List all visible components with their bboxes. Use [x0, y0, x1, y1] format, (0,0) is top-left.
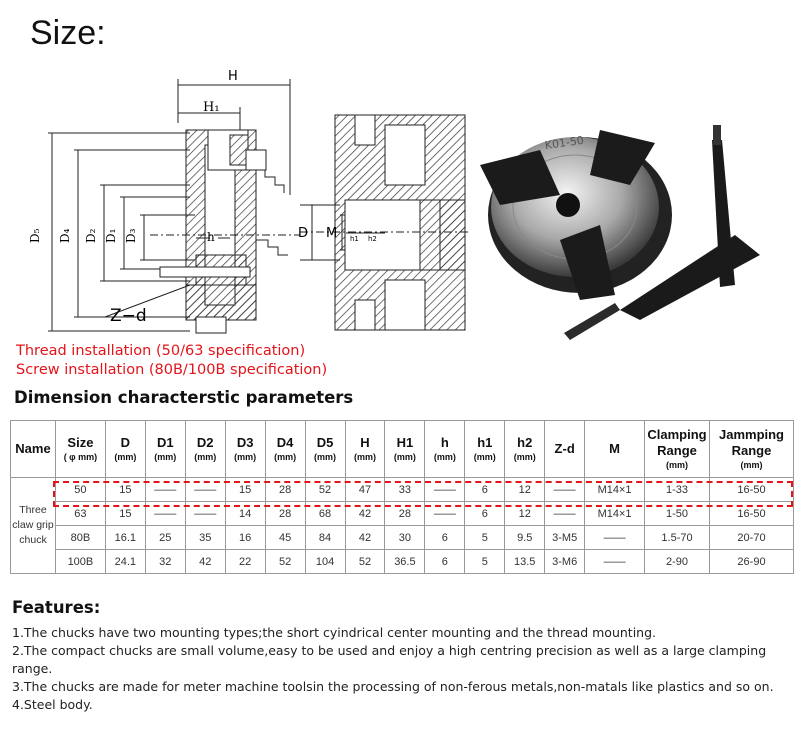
table-cell: 35	[185, 526, 225, 550]
dim-Zd: Z−d	[110, 306, 147, 326]
header-D3: D3 (mm)	[225, 421, 265, 478]
table-cell: 52	[305, 478, 345, 502]
table-cell: M14×1	[585, 478, 645, 502]
table-cell: ——	[145, 502, 185, 526]
table-cell: ——	[545, 478, 585, 502]
table-cell: 28	[265, 478, 305, 502]
header-D4: D4 (mm)	[265, 421, 305, 478]
table-cell: 100B	[55, 550, 105, 574]
row-name-cell: Three claw grip chuck	[11, 478, 56, 574]
table-cell: 14	[225, 502, 265, 526]
dim-D1: D₁	[104, 228, 118, 243]
table-cell: 28	[385, 502, 425, 526]
header-H1: H1 (mm)	[385, 421, 425, 478]
table-cell: 24.1	[105, 550, 145, 574]
table-cell: 32	[145, 550, 185, 574]
table-row	[11, 478, 794, 502]
table-cell: 1-50	[645, 502, 710, 526]
table-cell: 26-90	[710, 550, 794, 574]
table-cell: 6	[425, 526, 465, 550]
table-cell: 6	[465, 478, 505, 502]
dim-M: M	[326, 226, 338, 241]
table-cell: 42	[345, 526, 385, 550]
table-cell: 42	[185, 550, 225, 574]
table-cell: 47	[345, 478, 385, 502]
table-cell: 22	[225, 550, 265, 574]
dim-D2: D₂	[84, 228, 98, 243]
header-h2: h2 (mm)	[505, 421, 545, 478]
table-cell: 3-M6	[545, 550, 585, 574]
dim-D4: D₄	[58, 228, 72, 243]
header-M: M	[585, 421, 645, 478]
table-cell: 30	[385, 526, 425, 550]
dim-H: H	[228, 69, 238, 84]
table-cell: ——	[585, 526, 645, 550]
feature-item: 2.The compact chucks are small volume,easy to be used and enjoy a high centring precision as well as a large clamping range.	[12, 643, 767, 676]
table-cell: 33	[385, 478, 425, 502]
table-row	[11, 526, 794, 550]
table-cell: 28	[265, 502, 305, 526]
table-cell: 25	[145, 526, 185, 550]
header-size: Size ( φ mm)	[55, 421, 105, 478]
table-cell: ——	[185, 502, 225, 526]
table-title: Dimension characterstic parameters	[14, 388, 354, 407]
header-D5: D5 (mm)	[305, 421, 345, 478]
dim-h: h	[207, 230, 215, 244]
table-cell: M14×1	[585, 502, 645, 526]
table-cell: 16.1	[105, 526, 145, 550]
dim-D5: D₅	[28, 228, 42, 243]
feature-item: 4.Steel body.	[12, 697, 93, 712]
dimension-table	[10, 420, 794, 574]
table-cell: 5	[465, 526, 505, 550]
table-cell: 104	[305, 550, 345, 574]
dim-D3: D₃	[124, 228, 138, 243]
table-cell: ——	[185, 478, 225, 502]
header-h: h (mm)	[425, 421, 465, 478]
header-name: Name	[11, 421, 56, 478]
table-row	[11, 502, 794, 526]
dim-H1: H₁	[203, 100, 220, 115]
chuck-drawing	[0, 55, 800, 350]
features-title: Features:	[12, 598, 101, 617]
table-cell: 50	[55, 478, 105, 502]
table-cell: 12	[505, 478, 545, 502]
table-cell: 13.5	[505, 550, 545, 574]
table-cell: ——	[145, 478, 185, 502]
page-title: Size:	[30, 14, 106, 52]
table-cell: 42	[345, 502, 385, 526]
header-D: D (mm)	[105, 421, 145, 478]
header-H: H (mm)	[345, 421, 385, 478]
table-cell: 3-M5	[545, 526, 585, 550]
table-cell: 16-50	[710, 478, 794, 502]
table-cell: 12	[505, 502, 545, 526]
table-cell: 63	[55, 502, 105, 526]
table-cell: 1.5-70	[645, 526, 710, 550]
header-D1: D1 (mm)	[145, 421, 185, 478]
table-cell: 5	[465, 550, 505, 574]
table-row	[11, 550, 794, 574]
table-cell: 15	[105, 502, 145, 526]
table-header-row	[11, 421, 794, 478]
table-cell: 6	[465, 502, 505, 526]
feature-item: 3.The chucks are made for meter machine toolsin the processing of non-ferous metals,non-matals like plastics and so on.	[12, 679, 774, 694]
table-cell: 52	[345, 550, 385, 574]
table-cell: 20-70	[710, 526, 794, 550]
side-view-drawing	[48, 79, 300, 333]
header-clamping-range: Clamping Range (mm)	[645, 421, 710, 478]
table-cell: 16	[225, 526, 265, 550]
table-cell: 45	[265, 526, 305, 550]
header-h1: h1 (mm)	[465, 421, 505, 478]
table-cell: 52	[265, 550, 305, 574]
dim-h1: h1	[350, 235, 359, 243]
table-cell: 80B	[55, 526, 105, 550]
table-cell: 84	[305, 526, 345, 550]
cross-section-drawing	[300, 115, 470, 330]
header-D2: D2 (mm)	[185, 421, 225, 478]
screw-installation-note: Screw installation (80B/100B specification)	[16, 362, 328, 378]
table-cell: 1-33	[645, 478, 710, 502]
table-cell: ——	[585, 550, 645, 574]
feature-item: 1.The chucks have two mounting types;the short cyindrical center mounting and the thread mounting.	[12, 625, 657, 640]
table-cell: 36.5	[385, 550, 425, 574]
table-cell: 9.5	[505, 526, 545, 550]
header-jammping-range: Jammping Range (mm)	[710, 421, 794, 478]
table-cell: 15	[105, 478, 145, 502]
header-Zd: Z-d	[545, 421, 585, 478]
table-cell: ——	[545, 502, 585, 526]
table-cell: ——	[425, 478, 465, 502]
chuck-photo	[480, 125, 760, 340]
dim-h2: h2	[368, 235, 377, 243]
table-cell: ——	[425, 502, 465, 526]
features-list	[12, 624, 792, 714]
table-cell: 68	[305, 502, 345, 526]
table-cell: 15	[225, 478, 265, 502]
dim-D: D	[298, 226, 309, 241]
chuck-engraving: K01-50	[544, 133, 585, 153]
table-cell: 16-50	[710, 502, 794, 526]
thread-installation-note: Thread installation (50/63 specification)	[16, 343, 306, 359]
table-cell: 6	[425, 550, 465, 574]
table-cell: 2-90	[645, 550, 710, 574]
